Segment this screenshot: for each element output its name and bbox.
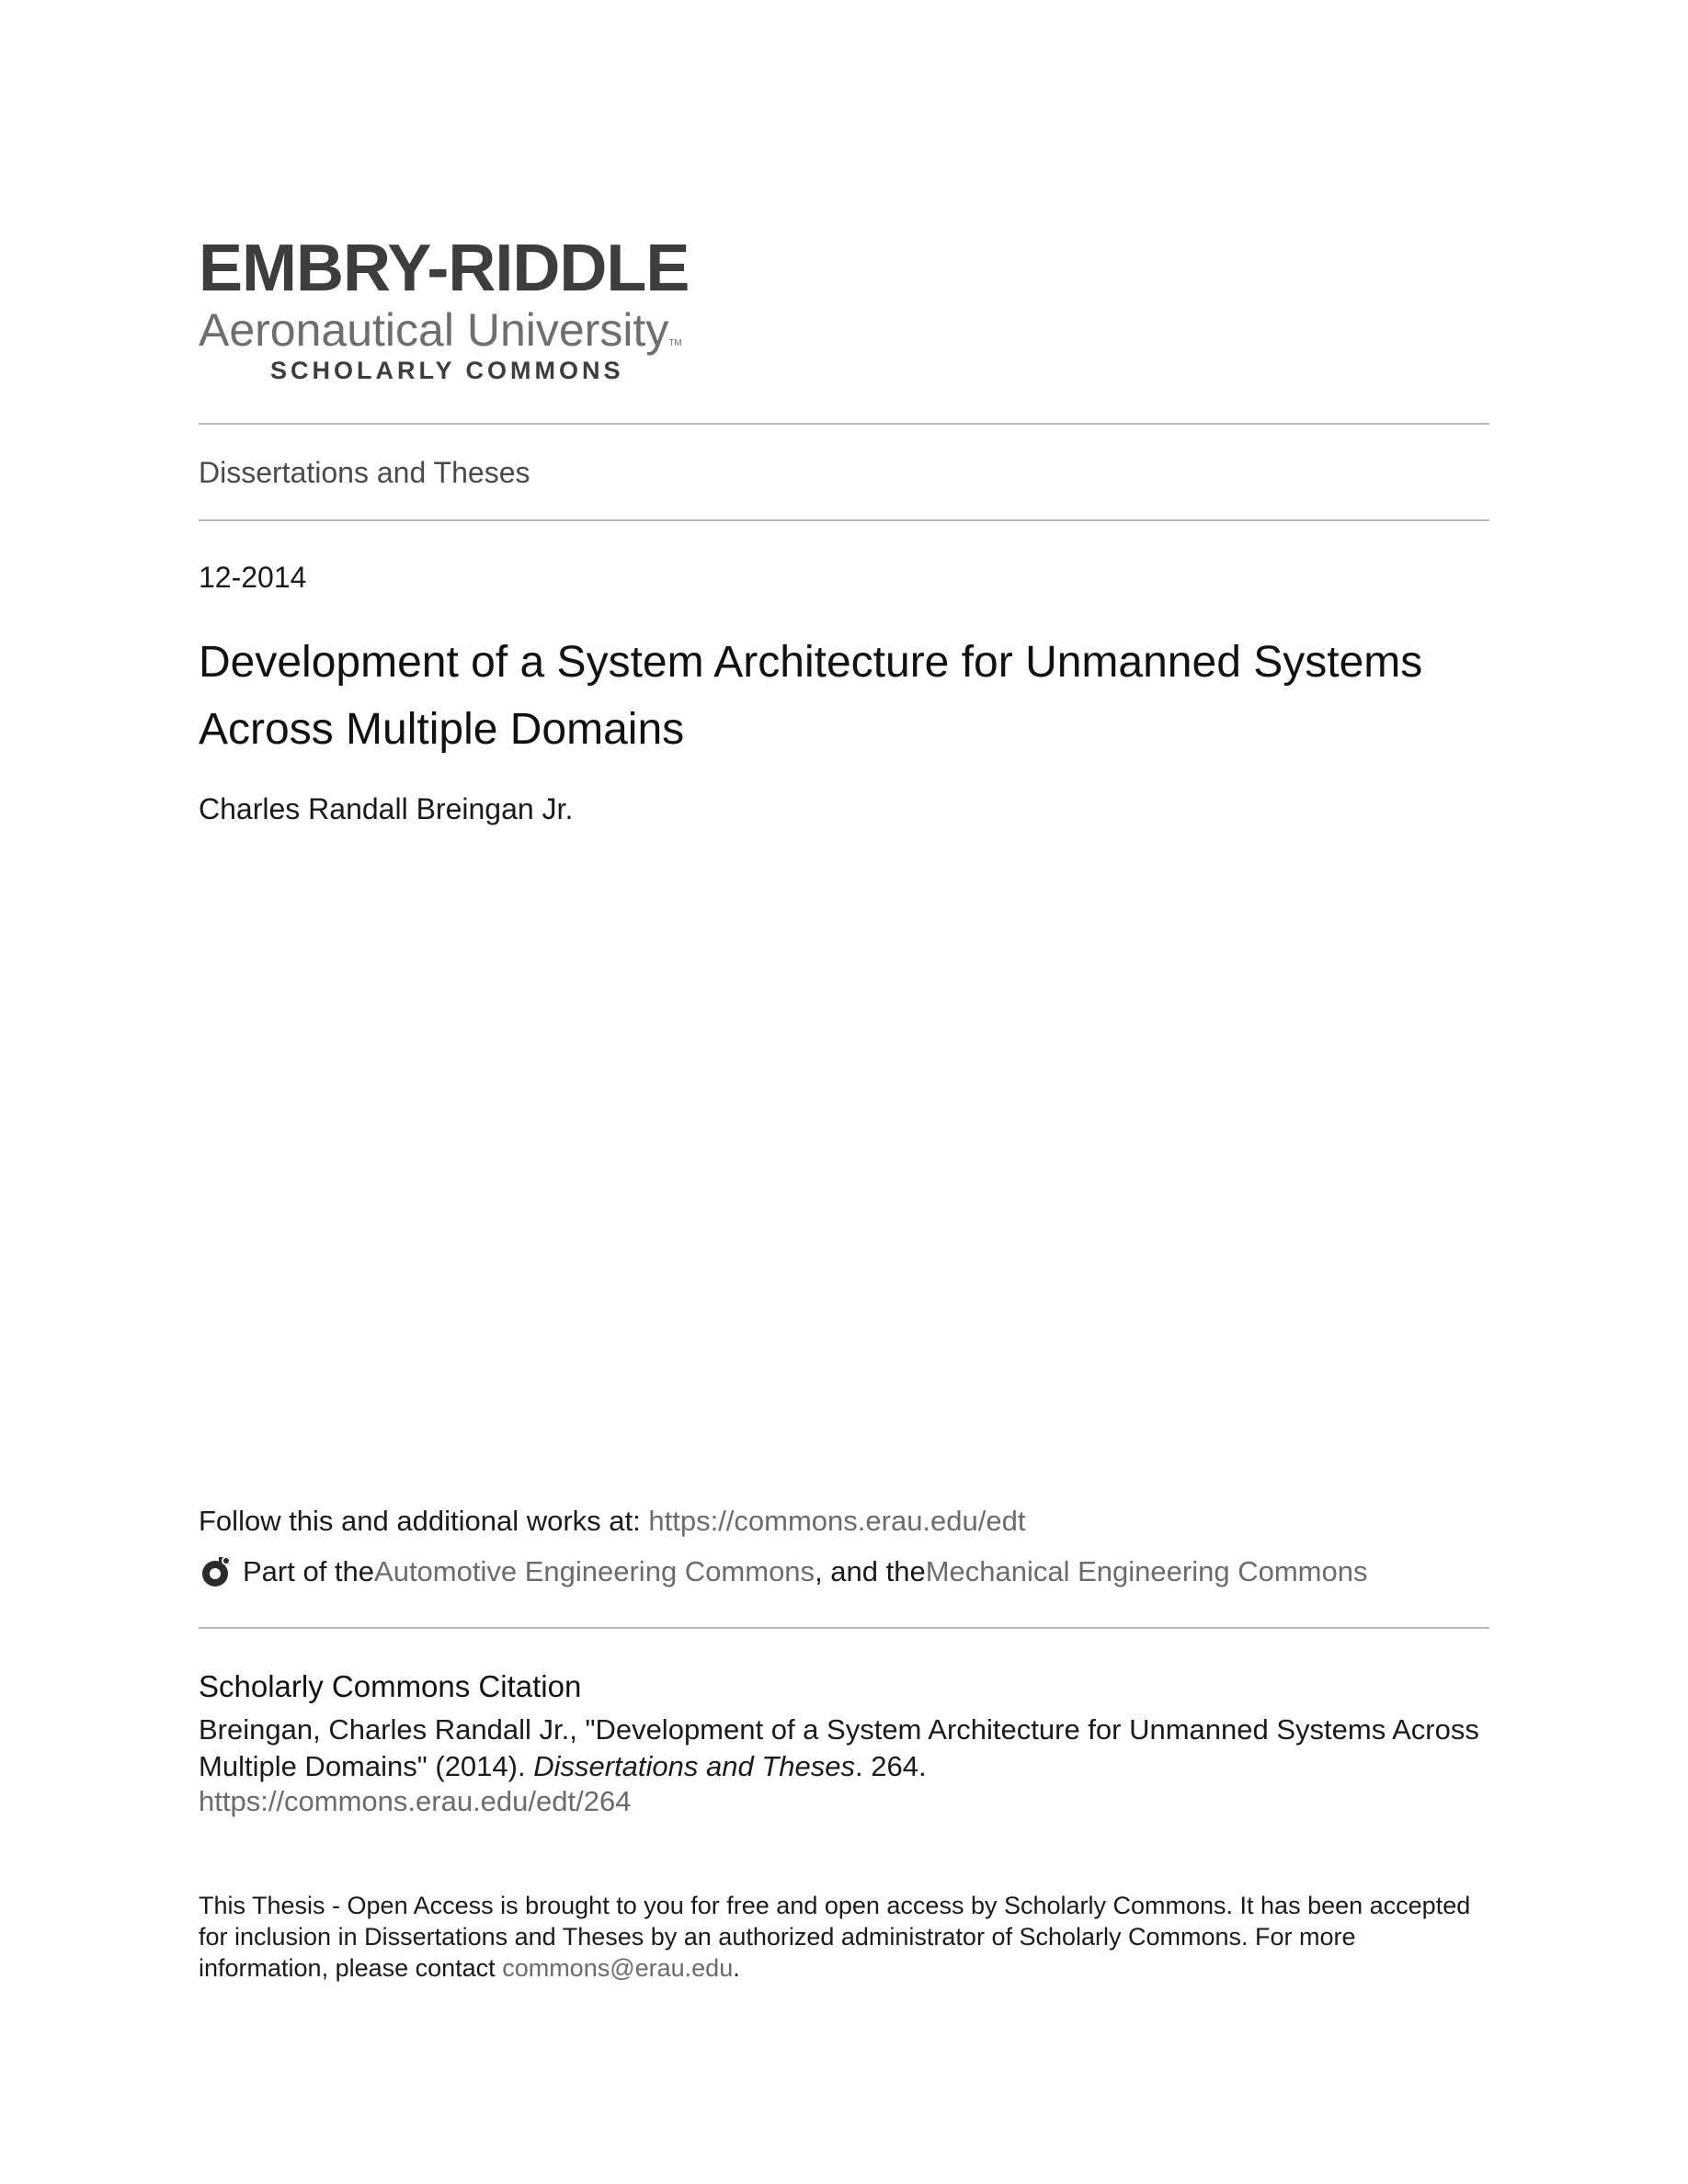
part-of-prefix: Part of the — [243, 1555, 375, 1587]
divider-collection — [199, 519, 1489, 521]
citation-line-2 — [199, 1748, 1489, 1785]
logo-wordmark: EMBRY-RIDDLE — [199, 232, 690, 305]
open-access-icon — [199, 1553, 235, 1590]
notice-line-1: This Thesis - Open Access is brought to you for free and open access by Scholarly Commons. It has been accepted — [199, 1892, 1471, 1919]
notice-line-3 — [199, 1952, 1489, 1984]
citation-line-2-pre: Multiple Domains" (2014). — [199, 1750, 534, 1782]
collection-name: Dissertations and Theses — [199, 456, 530, 489]
follow-line — [199, 1505, 1025, 1538]
title-line-1: Development of a System Architecture for Unmanned Systems — [199, 638, 1423, 687]
citation-text — [199, 1712, 1489, 1785]
part-of-middle: , and the — [815, 1555, 926, 1587]
citation-heading: Scholarly Commons Citation — [199, 1669, 582, 1703]
citation-line-2-post: . 264. — [855, 1750, 927, 1782]
notice-line-3-post: . — [733, 1954, 740, 1982]
follow-prefix: Follow this and additional works at: — [199, 1505, 649, 1537]
document-title — [199, 629, 1489, 763]
logo-scholarly-commons: SCHOLARLY COMMONS — [270, 357, 624, 384]
citation-line-1: Breingan, Charles Randall Jr., "Development of a System Architecture for Unmanned Systems Across — [199, 1713, 1479, 1746]
divider-top — [199, 423, 1489, 425]
automotive-engineering-link[interactable]: Automotive Engineering Commons — [374, 1555, 815, 1587]
notice-line-2: for inclusion in Dissertations and Theses by an authorized administrator of Scholarly Commons. For more — [199, 1923, 1356, 1951]
logo-trademark: TM — [668, 338, 682, 348]
logo-subtitle — [199, 304, 805, 356]
mechanical-engineering-link[interactable]: Mechanical Engineering Commons — [925, 1555, 1368, 1587]
contact-email-link[interactable]: commons@erau.edu — [502, 1954, 734, 1982]
citation-url-link[interactable]: https://commons.erau.edu/edt/264 — [199, 1785, 632, 1817]
access-notice — [199, 1890, 1489, 1984]
part-of-line — [199, 1553, 1367, 1590]
logo-subtitle-text: Aeronautical University — [199, 304, 669, 356]
author-name: Charles Randall Breingan Jr. — [199, 792, 574, 825]
divider-citation — [199, 1627, 1489, 1629]
university-logo — [199, 232, 805, 384]
cover-page — [199, 0, 1489, 2184]
citation-series: Dissertations and Theses — [533, 1750, 855, 1782]
publication-date: 12-2014 — [199, 561, 307, 594]
collection-link[interactable]: https://commons.erau.edu/edt — [648, 1505, 1026, 1537]
title-line-2: Across Multiple Domains — [199, 705, 685, 754]
notice-line-3-pre: information, please contact — [199, 1954, 503, 1982]
